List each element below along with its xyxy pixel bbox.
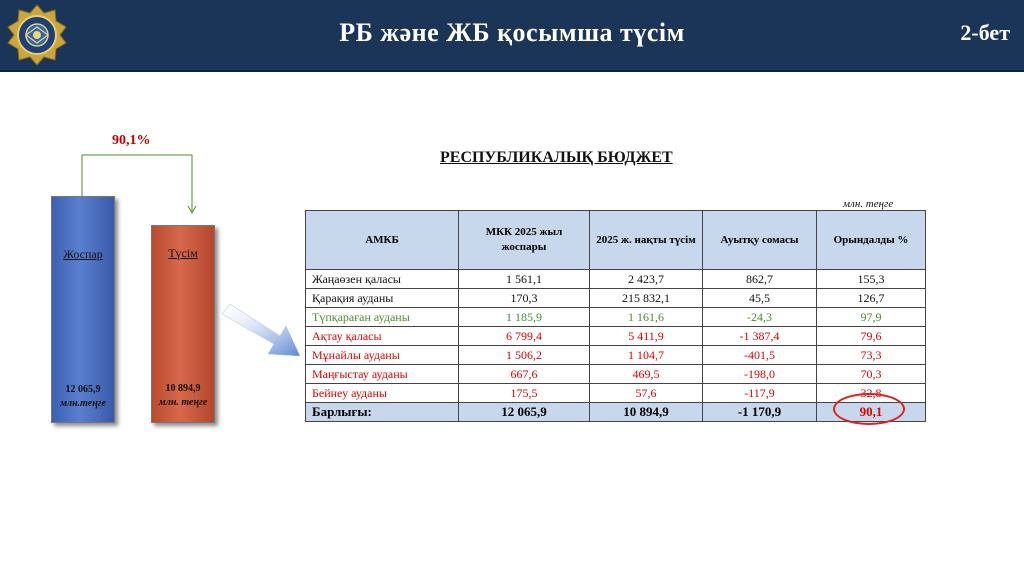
cell-region: Қарақия ауданы (306, 289, 459, 308)
col-header-region: АМКБ (306, 211, 459, 270)
cell-fact: 469,5 (590, 365, 703, 384)
table-row (306, 384, 926, 403)
cell-deviation: -401,5 (703, 346, 817, 365)
cell-deviation: 862,7 (703, 270, 817, 289)
cell-fact: 57,6 (590, 384, 703, 403)
cell-plan: 667,6 (459, 365, 590, 384)
cell-fact: 1 161,6 (590, 308, 703, 327)
pointer-arrow-icon (218, 298, 308, 362)
table-row (306, 308, 926, 327)
header-bar (0, 0, 1024, 72)
cell-deviation: -24,3 (703, 308, 817, 327)
table-row (306, 289, 926, 308)
table-row (306, 327, 926, 346)
budget-table (305, 210, 926, 422)
cell-percent: 70,3 (817, 365, 926, 384)
page-number: 2-бет (960, 20, 1010, 45)
bar-fact-unit: млн. теңге (158, 397, 208, 408)
table-header-row (306, 211, 926, 270)
total-label: Барлығы: (306, 403, 459, 422)
page-title: РБ және ЖБ қосымша түсім (339, 18, 685, 47)
total-fact: 10 894,9 (590, 403, 703, 422)
cell-plan: 6 799,4 (459, 327, 590, 346)
cell-deviation: -117,9 (703, 384, 817, 403)
cell-percent: 126,7 (817, 289, 926, 308)
unit-note: млн. теңге (843, 198, 894, 210)
cell-fact: 2 423,7 (590, 270, 703, 289)
cell-region: Маңғыстау ауданы (306, 365, 459, 384)
cell-percent: 155,3 (817, 270, 926, 289)
bar-plan (51, 196, 115, 423)
cell-fact: 1 104,7 (590, 346, 703, 365)
table-title: РЕСПУБЛИКАЛЫҚ БЮДЖЕТ (440, 149, 673, 166)
col-header-percent: Орындалды % (817, 211, 926, 270)
cell-region: Түпқараған ауданы (306, 308, 459, 327)
cell-fact: 215 832,1 (590, 289, 703, 308)
bar-fact-value: 10 894,9 (165, 383, 201, 394)
cell-deviation: 45,5 (703, 289, 817, 308)
bar-fact-label: Түсім (168, 246, 198, 260)
cell-region: Ақтау қаласы (306, 327, 459, 346)
cell-plan: 1 506,2 (459, 346, 590, 365)
completion-ratio-label: 90,1% (112, 133, 151, 148)
cell-percent: 32,8 (817, 384, 926, 403)
cell-region: Жаңаөзен қаласы (306, 270, 459, 289)
total-plan: 12 065,9 (459, 403, 590, 422)
cell-percent: 73,3 (817, 346, 926, 365)
cell-percent: 97,9 (817, 308, 926, 327)
cell-percent: 79,6 (817, 327, 926, 346)
bar-fact (151, 225, 215, 423)
cell-region: Бейнеу ауданы (306, 384, 459, 403)
cell-plan: 175,5 (459, 384, 590, 403)
cell-region: Мұнайлы ауданы (306, 346, 459, 365)
total-deviation: -1 170,9 (703, 403, 817, 422)
cell-fact: 5 411,9 (590, 327, 703, 346)
cell-deviation: -198,0 (703, 365, 817, 384)
bar-plan-unit: млн.теңге (60, 398, 106, 409)
bar-plan-label: Жоспар (63, 247, 103, 261)
table-row (306, 346, 926, 365)
col-header-plan: МКК 2025 жыл жоспары (459, 211, 590, 270)
table-row (306, 365, 926, 384)
table-row (306, 270, 926, 289)
cell-plan: 170,3 (459, 289, 590, 308)
cell-deviation: -1 387,4 (703, 327, 817, 346)
total-percent: 90,1 (817, 403, 926, 422)
bar-plan-value: 12 065,9 (65, 384, 101, 395)
highlight-circle (833, 393, 905, 425)
col-header-deviation: Ауытқу сомасы (703, 211, 817, 270)
cell-plan: 1 561,1 (459, 270, 590, 289)
col-header-fact: 2025 ж. нақты түсім (590, 211, 703, 270)
cell-plan: 1 185,9 (459, 308, 590, 327)
